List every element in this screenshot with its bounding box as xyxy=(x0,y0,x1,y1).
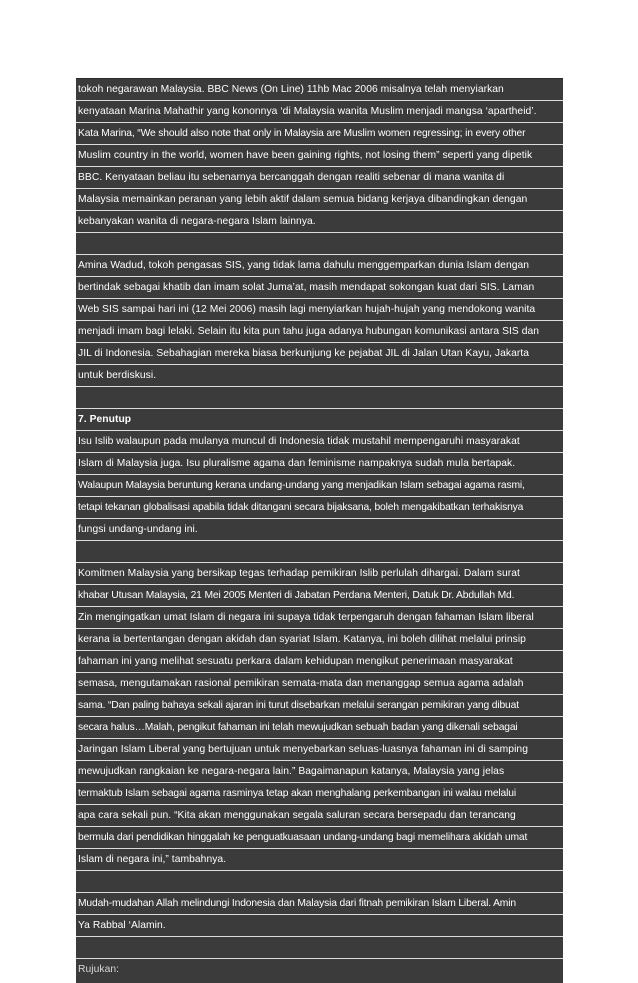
text-line: Mudah-mudahan Allah melindungi Indonesia dan Malaysia dari fitnah pemikiran Islam Liberal. Amin xyxy=(76,893,563,915)
text-line: kenyataan Marina Mahathir yang kononnya ‘di Malaysia wanita Muslim menjadi mangsa ‘apartheid’. xyxy=(76,101,563,123)
text-line: kerana ia bertentangan dengan akidah dan syariat Islam. Katanya, ini boleh dilihat melalui prinsip xyxy=(76,629,563,651)
text-line: Ya Rabbal ‘Alamin. xyxy=(76,915,563,937)
text-line: Isu Islib walaupun pada mulanya muncul di Indonesia tidak mustahil mempengaruhi masyarakat xyxy=(76,431,563,453)
text-line: JIL di Indonesia. Sebahagian mereka biasa berkunjung ke pejabat JIL di Jalan Utan Kayu, Jakarta xyxy=(76,343,563,365)
text-line: bertindak sebagai khatib dan imam solat Juma’at, masih mendapat sokongan kuat dari SIS. Laman xyxy=(76,277,563,299)
paragraph-gap xyxy=(76,541,563,563)
text-line: fahaman ini yang melihat sesuatu perkara dalam kehidupan mengikut penerimaan masyarakat xyxy=(76,651,563,673)
text-line: bermula dari pendidikan hinggalah ke penguatkuasaan undang-undang bagi memelihara akidah umat xyxy=(76,827,563,849)
paragraph-gap xyxy=(76,937,563,959)
text-line: tetapi tekanan globalisasi apabila tidak ditangani secara bijaksana, boleh mengakibatkan terhakisnya xyxy=(76,497,563,519)
paragraph-gap xyxy=(76,233,563,255)
text-line: termaktub Islam sebagai agama rasminya tetap akan menghalang perkembangan ini walau melalui xyxy=(76,783,563,805)
text-line: Islam di Malaysia juga. Isu pluralisme agama dan feminisme nampaknya sudah mula bertapak. xyxy=(76,453,563,475)
text-line: sama. “Dan paling bahaya sekali ajaran ini turut disebarkan melalui serangan pemikiran yang dibuat xyxy=(76,695,563,717)
text-line: Web SIS sampai hari ini (12 Mei 2006) masih lagi menyiarkan hujah-hujah yang mendokong wanita xyxy=(76,299,563,321)
text-line: Komitmen Malaysia yang bersikap tegas terhadap pemikiran Islib perlulah dihargai. Dalam surat xyxy=(76,563,563,585)
text-line: menjadi imam bagi lelaki. Selain itu kita pun tahu juga adanya hubungan komunikasi antara SIS dan xyxy=(76,321,563,343)
text-line: untuk berdiskusi. xyxy=(76,365,563,387)
text-line: Walaupun Malaysia beruntung kerana undang-undang yang menjadikan Islam sebagai agama rasmi, xyxy=(76,475,563,497)
text-line: Malaysia memainkan peranan yang lebih aktif dalam semua bidang kerjaya dibandingkan dengan xyxy=(76,189,563,211)
text-line: Jaringan Islam Liberal yang bertujuan untuk menyebarkan seluas-luasnya fahaman ini di samping xyxy=(76,739,563,761)
text-line: semasa, mengutamakan rasional pemikiran semata-mata dan menanggap semua agama adalah xyxy=(76,673,563,695)
section-heading: 7. Penutup xyxy=(76,409,563,431)
text-line: Muslim country in the world, women have been gaining rights, not losing them” seperti yang dipetik xyxy=(76,145,563,167)
text-line: secara halus…Malah, pengikut fahaman ini telah mewujudkan sebuah badan yang dikenali sebagai xyxy=(76,717,563,739)
text-line: mewujudkan rangkaian ke negara-negara lain.” Bagaimanapun katanya, Malaysia yang jelas xyxy=(76,761,563,783)
text-line: khabar Utusan Malaysia, 21 Mei 2005 Menteri di Jabatan Perdana Menteri, Datuk Dr. Abdullah Md. xyxy=(76,585,563,607)
text-line: apa cara sekali pun. “Kita akan menggunakan segala saluran secara bersepadu dan terancang xyxy=(76,805,563,827)
document-text-block xyxy=(76,78,563,983)
text-line: Islam di negara ini,” tambahnya. xyxy=(76,849,563,871)
text-line: Kata Marina, “We should also note that only in Malaysia are Muslim women regressing; in every other xyxy=(76,123,563,145)
text-line: fungsi undang-undang ini. xyxy=(76,519,563,541)
text-line: BBC. Kenyataan beliau itu sebenarnya bercanggah dengan realiti sebenar di mana wanita di xyxy=(76,167,563,189)
text-line: Zin mengingatkan umat Islam di negara ini supaya tidak terpengaruh dengan fahaman Islam liberal xyxy=(76,607,563,629)
paragraph-gap xyxy=(76,387,563,409)
text-line: tokoh negarawan Malaysia. BBC News (On Line) 11hb Mac 2006 misalnya telah menyiarkan xyxy=(76,79,563,101)
text-line: Amina Wadud, tokoh pengasas SIS, yang tidak lama dahulu menggemparkan dunia Islam dengan xyxy=(76,255,563,277)
text-line: kebanyakan wanita di negara-negara Islam lainnya. xyxy=(76,211,563,233)
references-label: Rujukan: xyxy=(78,964,120,975)
paragraph-gap xyxy=(76,871,563,893)
